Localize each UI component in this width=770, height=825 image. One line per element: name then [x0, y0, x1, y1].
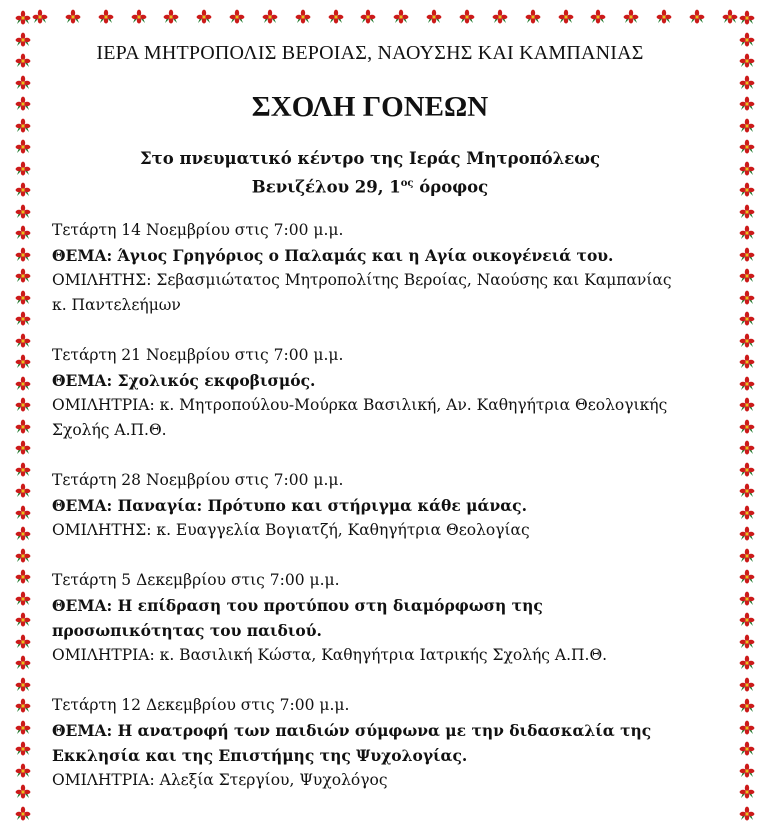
poinsettia-icon: [15, 612, 31, 628]
venue-line-2: [52, 171, 688, 200]
poinsettia-icon: [492, 9, 508, 25]
poinsettia-icon: [739, 763, 755, 779]
event-speaker: ΟΜΙΛΗΤΗΣ: Σεβασμιώτατος Μητροπολίτης Βεροίας, Ναούσης και Καμπανίας κ. Παντελεήμων: [52, 270, 672, 314]
poinsettia-icon: [459, 9, 475, 25]
poinsettia-icon: [229, 9, 245, 25]
poinsettia-icon: [15, 118, 31, 134]
poinsettia-icon: [15, 53, 31, 69]
venue-line-1: Στο πνευματικό κέντρο της Ιεράς Μητροπόλεως: [139, 149, 601, 168]
poinsettia-icon: [360, 9, 376, 25]
poinsettia-icon: [65, 9, 81, 25]
poinsettia-icon: [739, 612, 755, 628]
poinsettia-icon: [739, 548, 755, 564]
poinsettia-icon: [739, 32, 755, 48]
poinsettia-icon: [739, 10, 755, 26]
poinsettia-icon: [15, 763, 31, 779]
poinsettia-icon: [739, 118, 755, 134]
poinsettia-icon: [15, 182, 31, 198]
event-date: Τετάρτη 14 Νοεμβρίου στις 7:00 μ.μ.: [52, 220, 344, 239]
event-topic: ΘΕΜΑ: Η επίδραση του προτύπου στη διαμόρφωση της προσωπικότητας του παιδιού.: [52, 595, 543, 640]
poinsettia-icon: [739, 720, 755, 736]
poinsettia-icon: [15, 268, 31, 284]
event-topic: ΘΕΜΑ: Σχολικός εκφοβισμός.: [52, 370, 316, 390]
poinsettia-icon: [739, 634, 755, 650]
poinsettia-icon: [15, 419, 31, 435]
poinsettia-icon: [739, 677, 755, 693]
poinsettia-icon: [15, 784, 31, 800]
poinsettia-icon: [623, 9, 639, 25]
poinsettia-icon: [739, 161, 755, 177]
event-date: Τετάρτη 21 Νοεμβρίου στις 7:00 μ.μ.: [52, 345, 344, 364]
poinsettia-icon: [739, 591, 755, 607]
poinsettia-icon: [739, 440, 755, 456]
poinsettia-icon: [15, 655, 31, 671]
poinsettia-icon: [15, 440, 31, 456]
venue: [52, 146, 688, 200]
poinsettia-icon: [15, 75, 31, 91]
poinsettia-icon: [590, 9, 606, 25]
border-right: [738, 10, 756, 825]
border-top: [32, 8, 738, 26]
poinsettia-icon: [739, 53, 755, 69]
poinsettia-icon: [739, 75, 755, 91]
poinsettia-icon: [739, 268, 755, 284]
poinsettia-icon: [32, 9, 48, 25]
poinsettia-icon: [739, 139, 755, 155]
poinsettia-icon: [739, 333, 755, 349]
border-left: [14, 10, 32, 825]
poinsettia-icon: [739, 419, 755, 435]
poinsettia-icon: [262, 9, 278, 25]
poinsettia-icon: [15, 741, 31, 757]
poinsettia-icon: [739, 290, 755, 306]
event-date: Τετάρτη 12 Δεκεμβρίου στις 7:00 μ.μ.: [52, 695, 350, 714]
diocese-heading: ΙΕΡΑ ΜΗΤΡΟΠΟΛΙΣ ΒΕΡΟΙΑΣ, ΝΑΟΥΣΗΣ ΚΑΙ ΚΑΜΠΑΝΙΑΣ: [96, 42, 644, 64]
poinsettia-icon: [15, 225, 31, 241]
poinsettia-icon: [295, 9, 311, 25]
poinsettia-icon: [739, 806, 755, 822]
poinsettia-icon: [15, 462, 31, 478]
event-item: [52, 693, 688, 793]
event-item: [52, 343, 688, 443]
event-item: [52, 468, 688, 543]
event-date: Τετάρτη 28 Νοεμβρίου στις 7:00 μ.μ.: [52, 470, 344, 489]
venue-address: Βενιζέλου 29, 1: [251, 177, 401, 197]
poinsettia-icon: [328, 9, 344, 25]
poinsettia-icon: [15, 569, 31, 585]
poinsettia-icon: [15, 96, 31, 112]
event-topic: ΘΕΜΑ: Άγιος Γρηγόριος ο Παλαμάς και η Αγία οικογένειά του.: [52, 245, 614, 265]
event-speaker: ΟΜΙΛΗΤΡΙΑ: Αλεξία Στεργίου, Ψυχολόγος: [52, 770, 388, 789]
event-date: Τετάρτη 5 Δεκεμβρίου στις 7:00 μ.μ.: [52, 570, 340, 589]
poinsettia-icon: [722, 9, 738, 25]
venue-ordinal: ος: [400, 178, 414, 189]
event-speaker: ΟΜΙΛΗΤΡΙΑ: κ. Βασιλική Κώστα, Καθηγήτρια Ιατρικής Σχολής Α.Π.Θ.: [52, 645, 608, 664]
poinsettia-icon: [739, 354, 755, 370]
poinsettia-icon: [739, 247, 755, 263]
poinsettia-icon: [739, 204, 755, 220]
poinsettia-icon: [15, 247, 31, 263]
poinsettia-icon: [739, 569, 755, 585]
poinsettia-icon: [15, 548, 31, 564]
poinsettia-icon: [739, 655, 755, 671]
poinsettia-icon: [15, 526, 31, 542]
poinsettia-icon: [15, 32, 31, 48]
poinsettia-icon: [15, 591, 31, 607]
poinsettia-icon: [739, 526, 755, 542]
poinsettia-icon: [15, 204, 31, 220]
poinsettia-icon: [15, 290, 31, 306]
poinsettia-icon: [739, 784, 755, 800]
event-topic: ΘΕΜΑ: Η ανατροφή των παιδιών σύμφωνα με την διδασκαλία της Εκκλησία και της Επιστήμης της Ψυχολογίας.: [52, 720, 652, 765]
poinsettia-icon: [163, 9, 179, 25]
events-list: [52, 218, 688, 793]
poinsettia-icon: [739, 397, 755, 413]
poinsettia-icon: [739, 96, 755, 112]
poinsettia-icon: [426, 9, 442, 25]
venue-floor: όροφος: [413, 177, 489, 197]
poinsettia-icon: [15, 483, 31, 499]
poinsettia-icon: [15, 161, 31, 177]
poinsettia-icon: [15, 720, 31, 736]
page-title: ΣΧΟΛΗ ΓΟΝΕΩΝ: [251, 91, 489, 123]
poinsettia-icon: [739, 505, 755, 521]
poinsettia-icon: [15, 333, 31, 349]
poinsettia-icon: [739, 182, 755, 198]
poinsettia-icon: [15, 806, 31, 822]
poinsettia-icon: [196, 9, 212, 25]
poinsettia-icon: [525, 9, 541, 25]
poinsettia-icon: [558, 9, 574, 25]
poinsettia-icon: [739, 462, 755, 478]
poinsettia-icon: [15, 698, 31, 714]
poinsettia-icon: [15, 10, 31, 26]
event-speaker: ΟΜΙΛΗΤΡΙΑ: κ. Μητροπούλου-Μούρκα Βασιλική, Αν. Καθηγήτρια Θεολογικής Σχολής Α.Π.Θ.: [52, 395, 668, 439]
flyer-content: [52, 42, 688, 818]
poinsettia-icon: [98, 9, 114, 25]
poinsettia-icon: [15, 505, 31, 521]
poinsettia-icon: [739, 698, 755, 714]
poinsettia-icon: [739, 376, 755, 392]
poinsettia-icon: [15, 354, 31, 370]
poinsettia-icon: [15, 139, 31, 155]
poinsettia-icon: [739, 483, 755, 499]
poinsettia-icon: [393, 9, 409, 25]
event-topic: ΘΕΜΑ: Παναγία: Πρότυπο και στήριγμα κάθε μάνας.: [52, 495, 527, 515]
poinsettia-icon: [656, 9, 672, 25]
event-item: [52, 568, 688, 668]
poinsettia-icon: [739, 311, 755, 327]
poinsettia-icon: [15, 376, 31, 392]
poinsettia-icon: [739, 225, 755, 241]
poinsettia-icon: [15, 677, 31, 693]
poinsettia-icon: [739, 741, 755, 757]
event-speaker: ΟΜΙΛΗΤΗΣ: κ. Ευαγγελία Βογιατζή, Καθηγήτρια Θεολογίας: [52, 520, 530, 539]
poinsettia-icon: [689, 9, 705, 25]
poinsettia-icon: [15, 397, 31, 413]
event-item: [52, 218, 688, 318]
poinsettia-icon: [15, 311, 31, 327]
poinsettia-icon: [131, 9, 147, 25]
poinsettia-icon: [15, 634, 31, 650]
